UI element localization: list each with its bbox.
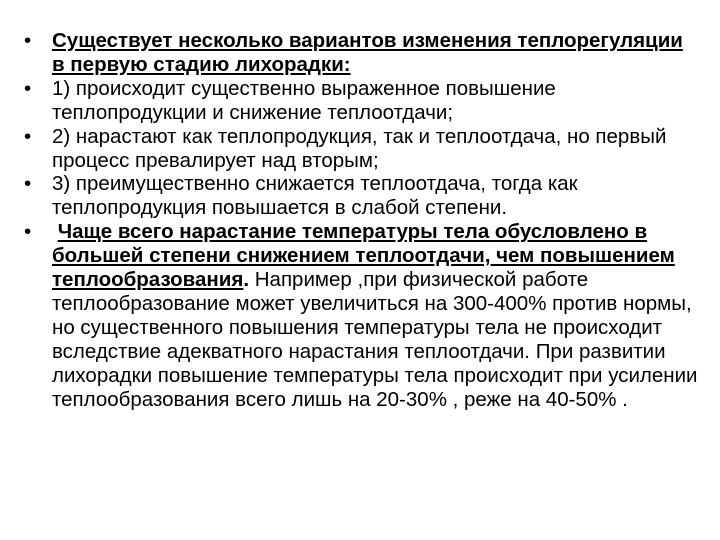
bullet-item-variant-2	[24, 125, 700, 173]
bullet-item-variants-intro	[24, 29, 700, 77]
bullet-emphasis-text: Чаще всего нарастание температуры тела обусловлено в большей степени снижением теплоотдачи, чем повышением теплообразования	[52, 220, 675, 292]
bullet-list	[24, 29, 700, 412]
bullet-marker: •	[24, 220, 32, 244]
bullet-text: 2) нарастают как теплопродукция, так и теплоотдача, но первый процесс превалирует над вторым;	[52, 124, 667, 172]
bullet-marker: •	[24, 29, 32, 52]
bullet-text: Существует несколько вариантов изменения теплорегуляции в первую стадию лихорадки:	[52, 29, 683, 76]
bullet-marker: •	[24, 172, 32, 196]
bullet-marker: •	[24, 76, 32, 100]
bullet-item-variant-3	[24, 172, 700, 220]
bullet-marker: •	[24, 124, 32, 148]
bullet-text: 1) происходит существенно выраженное повышение теплопродукции и снижение теплоотдачи;	[52, 76, 556, 124]
bullet-emphasis-period: .	[243, 268, 250, 292]
bullet-item-variant-1	[24, 77, 700, 125]
bullet-text: 3) преимущественно снижается теплоотдача, тогда как теплопродукция повышается в слабой степени.	[52, 172, 578, 220]
bullet-item-conclusion	[24, 220, 700, 411]
bullet-body-text: Например ,при физической работе теплообразование может увеличиться на 300-400% против нормы, но существенного повышения температуры тела не происходит вследствие адекватного нарастания теплоотдачи. При развитии лихорадки повышение температуры тела происходит при усилении теплообразования всего лишь на 20-30% , реже на 40-50% .	[52, 268, 698, 411]
